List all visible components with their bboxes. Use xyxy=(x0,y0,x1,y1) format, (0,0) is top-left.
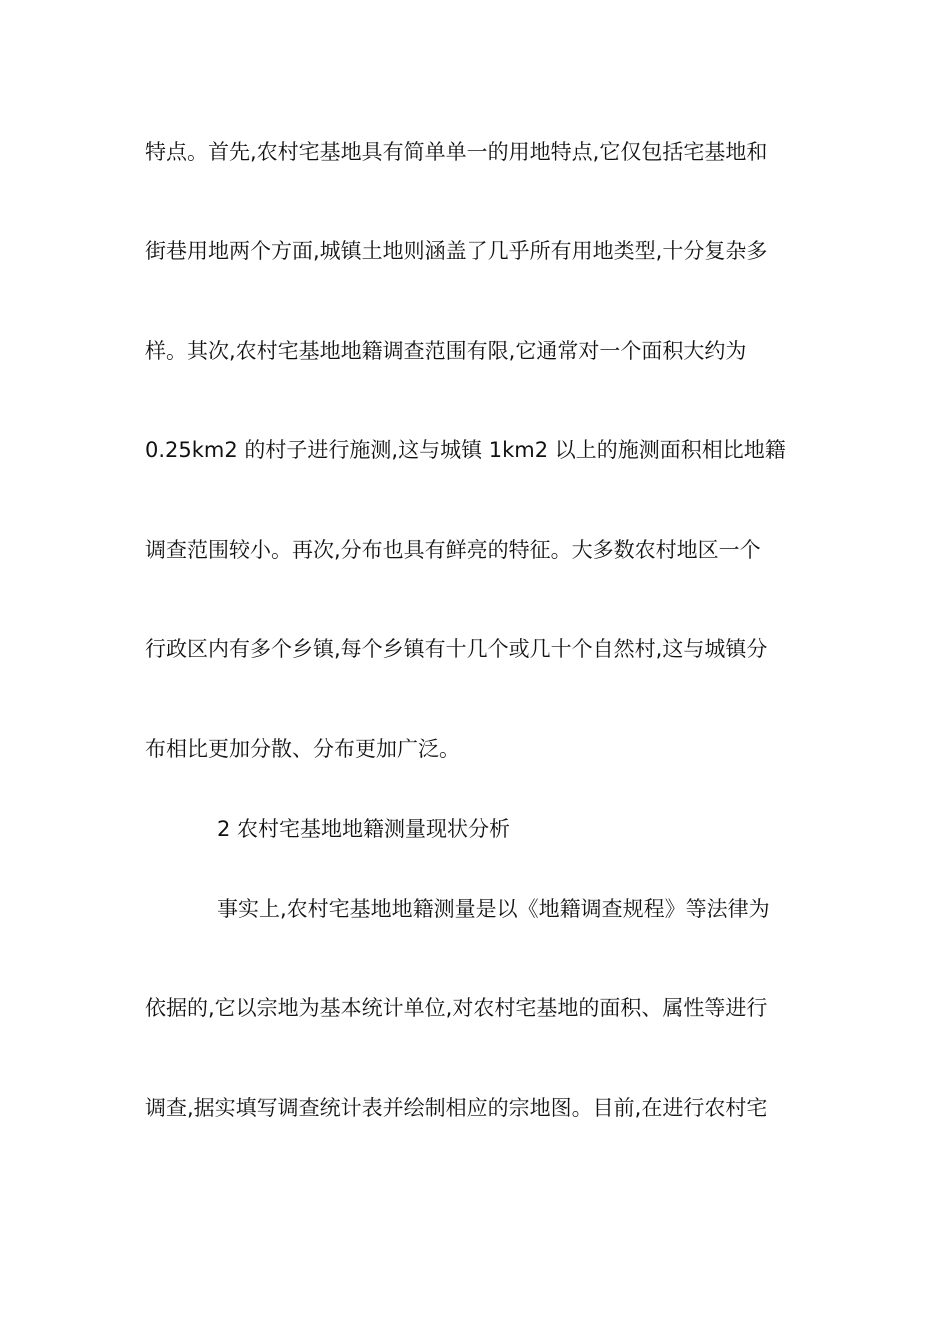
paragraph-line: 事实上,农村宅基地地籍测量是以《地籍调查规程》等法律为 xyxy=(217,897,770,921)
section-heading: 2 农村宅基地地籍测量现状分析 xyxy=(217,817,511,841)
paragraph-line: 调查范围较小。再次,分布也具有鲜亮的特征。大多数农村地区一个 xyxy=(145,538,761,562)
paragraph-line: 依据的,它以宗地为基本统计单位,对农村宅基地的面积、属性等进行 xyxy=(145,996,768,1020)
paragraph-line: 街巷用地两个方面,城镇土地则涵盖了几乎所有用地类型,十分复杂多 xyxy=(145,239,768,263)
paragraph-line: 调查,据实填写调查统计表并绘制相应的宗地图。目前,在进行农村宅 xyxy=(145,1096,768,1120)
paragraph-line: 样。其次,农村宅基地地籍调查范围有限,它通常对一个面积大约为 xyxy=(145,339,747,363)
paragraph-line: 0.25km2 的村子进行施测,这与城镇 1km2 以上的施测面积相比地籍 xyxy=(145,438,786,462)
paragraph-line: 特点。首先,农村宅基地具有简单单一的用地特点,它仅包括宅基地和 xyxy=(145,140,768,164)
paragraph-line: 布相比更加分散、分布更加广泛。 xyxy=(145,737,460,761)
paragraph-line: 行政区内有多个乡镇,每个乡镇有十几个或几十个自然村,这与城镇分 xyxy=(145,637,768,661)
